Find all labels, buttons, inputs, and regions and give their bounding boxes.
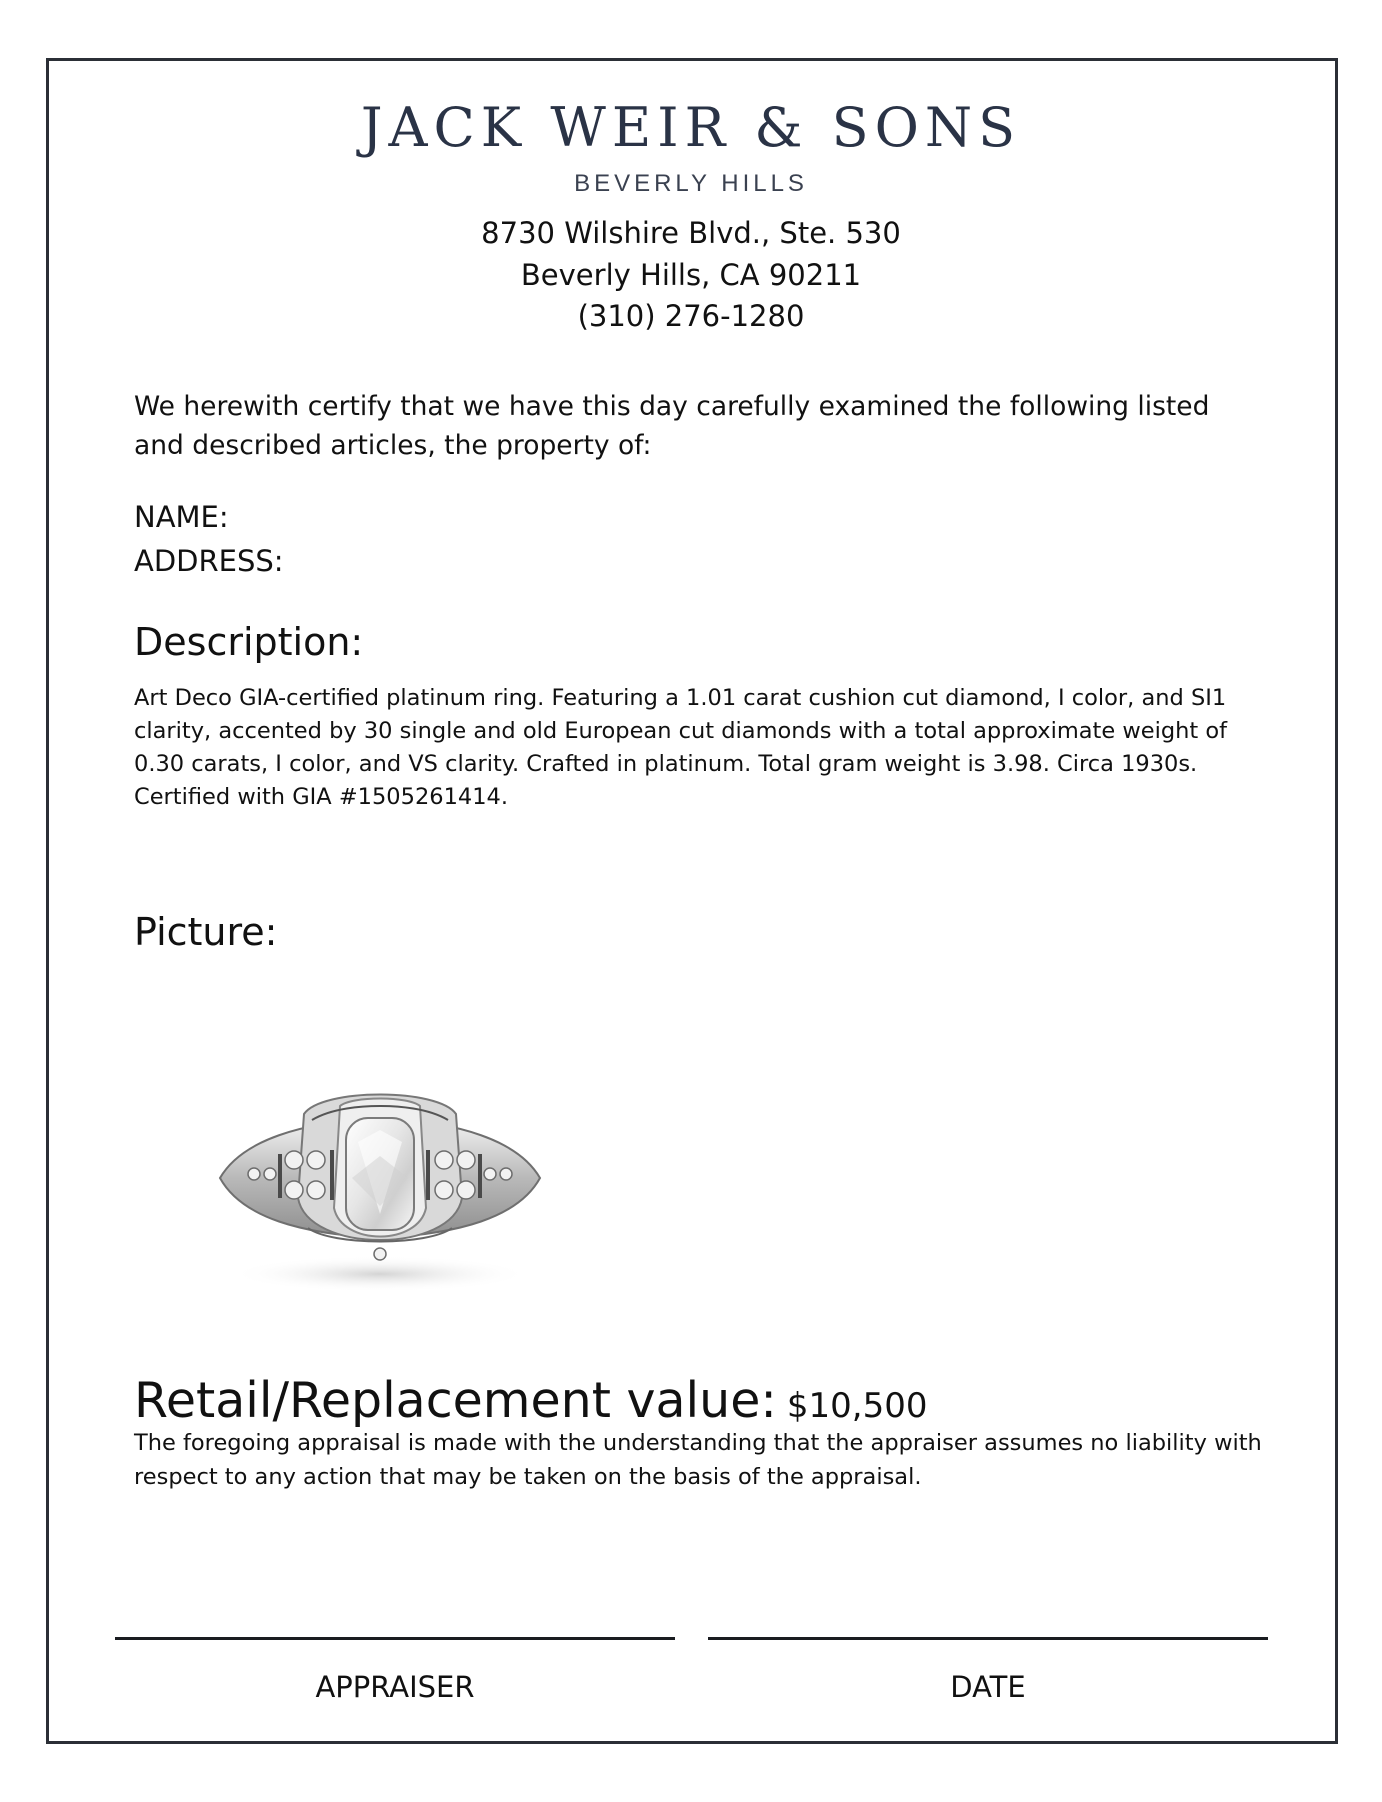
appraiser-label: APPRAISER [315, 1670, 475, 1704]
name-label: NAME: [134, 500, 229, 534]
brand-location: BEVERLY HILLS [574, 170, 808, 197]
valuation-label: Retail/Replacement value: [134, 1372, 777, 1429]
valuation-row [134, 1372, 927, 1429]
description-text: Art Deco GIA-certified platinum ring. Featuring a 1.01 carat cushion cut diamond, I color, and SI1 clarity, accented by 30 single and old European cut diamonds with a total approximate weight of 0.30 carats, I color, and VS clarity. Crafted in platinum. Total gram weight is 3.98. Circa 1930s. Certified with GIA #1505261414. [134, 685, 1228, 810]
valuation-amount: $10,500 [786, 1386, 928, 1426]
street-address: 8730 Wilshire Blvd., Ste. 530 [481, 216, 901, 250]
appraiser-signature-line [115, 1637, 675, 1640]
date-signature-line [708, 1637, 1268, 1640]
address-label: ADDRESS: [134, 544, 284, 578]
certification-intro: We herewith certify that we have this day carefully examined the following listed and described articles, the property of: [134, 391, 1210, 461]
ring-photo [212, 1078, 548, 1296]
phone-number: (310) 276-1280 [577, 299, 805, 333]
description-heading: Description: [134, 620, 364, 664]
date-label: DATE [950, 1670, 1026, 1704]
picture-heading: Picture: [134, 910, 278, 954]
brand-name: JACK WEIR & SONS [360, 96, 1022, 159]
disclaimer-text: The foregoing appraisal is made with the understanding that the appraiser assumes no liability with respect to any action that may be taken on the basis of the appraisal. [134, 1430, 1262, 1490]
city-state-zip: Beverly Hills, CA 90211 [520, 258, 862, 292]
